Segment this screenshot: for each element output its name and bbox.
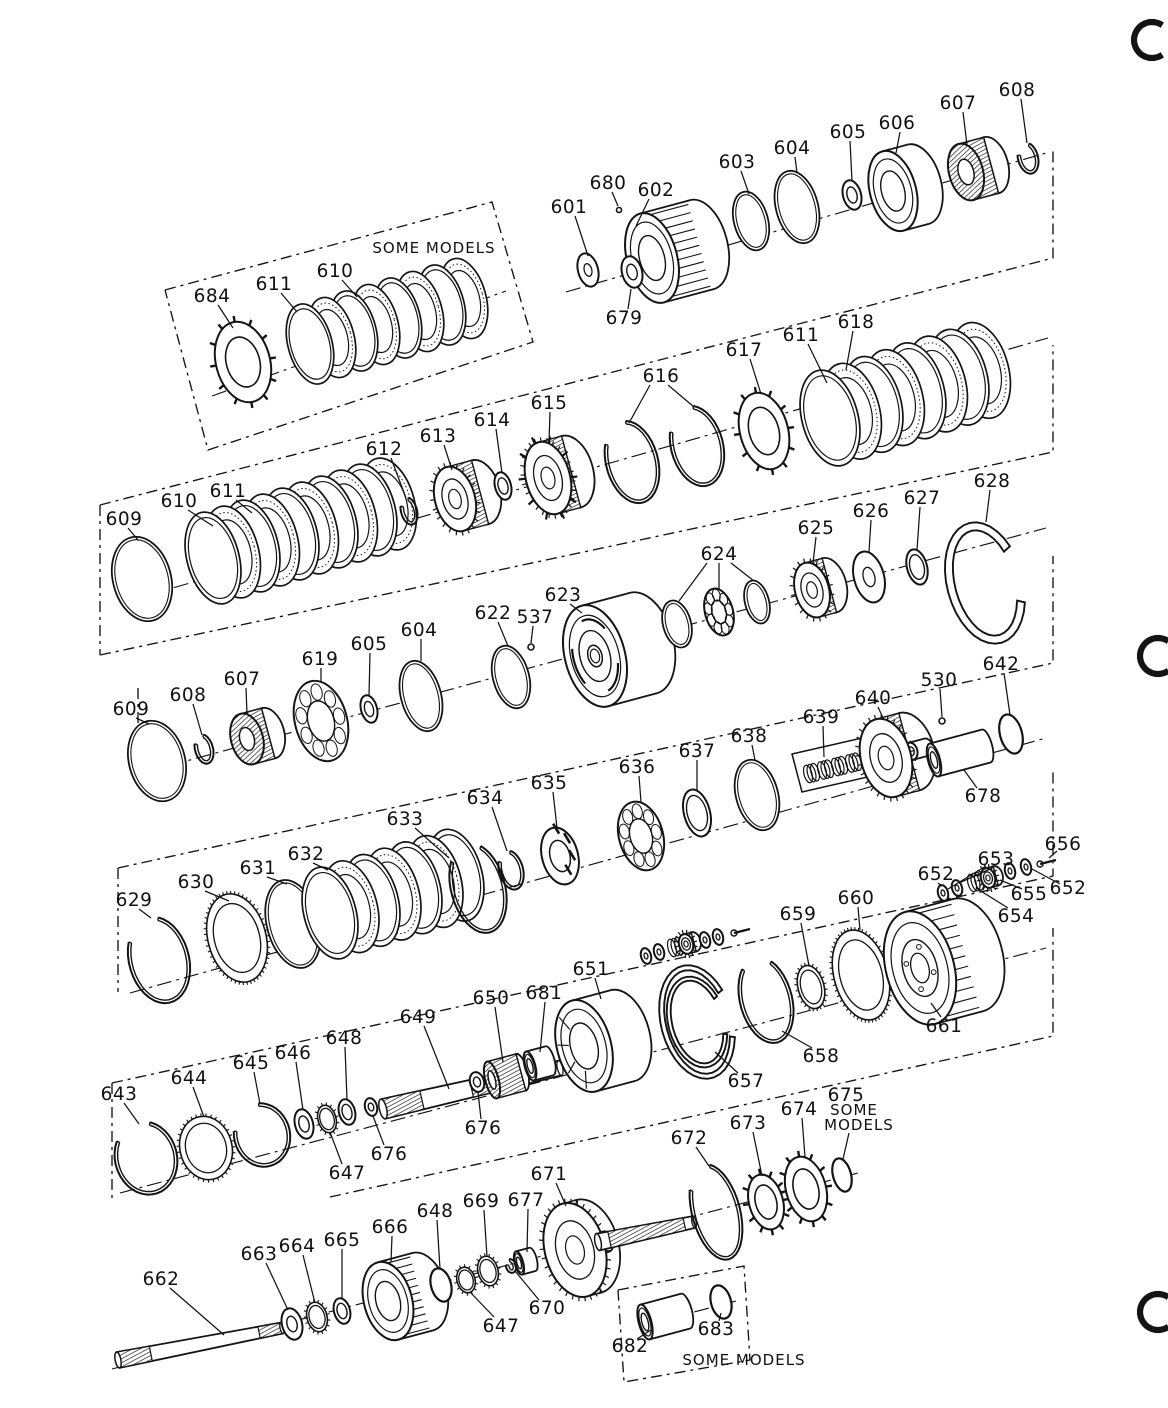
callout-label-628: 628: [973, 471, 1011, 492]
callout-label-648: 648: [325, 1028, 363, 1049]
callout-label-609: 609: [112, 699, 150, 720]
callout-label-607: 607: [223, 669, 261, 690]
callout-656: [1045, 834, 1082, 858]
callout-label-611: 611: [782, 325, 820, 346]
callout-label-672: 672: [670, 1128, 708, 1149]
callout-label-605: 605: [350, 634, 388, 655]
callout-label-610: 610: [160, 491, 198, 512]
callout-label-601: 601: [550, 197, 588, 218]
annotation-text: SOME: [830, 1101, 878, 1119]
callout-label-630: 630: [177, 872, 215, 893]
callout-label-645: 645: [232, 1053, 270, 1074]
callout-label-653: 653: [977, 849, 1015, 870]
callout-label-648: 648: [416, 1201, 454, 1222]
callout-label-649: 649: [399, 1007, 437, 1028]
callout-label-669: 669: [462, 1191, 500, 1212]
callout-label-652: 652: [1049, 878, 1087, 899]
callout-label-615: 615: [530, 393, 568, 414]
callout-label-618: 618: [837, 312, 875, 333]
callout-label-636: 636: [618, 757, 656, 778]
callout-label-635: 635: [530, 773, 568, 794]
callout-label-673: 673: [729, 1113, 767, 1134]
callout-label-681: 681: [525, 983, 563, 1004]
callout-label-603: 603: [718, 152, 756, 173]
callout-label-625: 625: [797, 518, 835, 539]
callout-label-638: 638: [730, 726, 768, 747]
part-537: [528, 644, 534, 650]
callout-label-676: 676: [464, 1118, 502, 1139]
callout-label-644: 644: [170, 1068, 208, 1089]
callout-label-682: 682: [611, 1336, 649, 1357]
callout-label-612: 612: [365, 439, 403, 460]
callout-label-627: 627: [903, 488, 941, 509]
callout-label-624: 624: [700, 544, 738, 565]
callout-label-670: 670: [528, 1298, 566, 1319]
annotation-text: SOME MODELS: [682, 1351, 806, 1369]
callout-label-661: 661: [925, 1016, 963, 1037]
callout-label-616: 616: [642, 366, 680, 387]
callout-label-613: 613: [419, 426, 457, 447]
annotation-text: MODELS: [824, 1116, 894, 1134]
callout-label-659: 659: [779, 904, 817, 925]
part-680: [617, 208, 622, 213]
callout-label-617: 617: [725, 340, 763, 361]
callout-label-650: 650: [472, 988, 510, 1009]
callout-label-622: 622: [474, 603, 512, 624]
callout-label-654: 654: [997, 906, 1035, 927]
callout-label-684: 684: [193, 286, 231, 307]
callout-label-631: 631: [239, 858, 277, 879]
callout-label-663: 663: [240, 1244, 278, 1265]
callout-label-632: 632: [287, 844, 325, 865]
callout-label-642: 642: [982, 654, 1020, 675]
callout-label-606: 606: [878, 113, 916, 134]
callout-label-633: 633: [386, 809, 424, 830]
callout-label-623: 623: [544, 585, 582, 606]
callout-label-530: 530: [920, 670, 958, 691]
callout-label-646: 646: [274, 1043, 312, 1064]
callout-label-658: 658: [802, 1046, 840, 1067]
callout-label-674: 674: [780, 1099, 818, 1120]
callout-label-634: 634: [466, 788, 504, 809]
callout-label-643: 643: [100, 1084, 138, 1105]
callout-label-662: 662: [142, 1269, 180, 1290]
annotation-text: SOME MODELS: [372, 239, 496, 257]
callout-label-608: 608: [998, 80, 1036, 101]
callout-label-605: 605: [829, 122, 867, 143]
callout-label-619: 619: [301, 649, 339, 670]
callout-label-679: 679: [605, 308, 643, 329]
callout-652: [918, 864, 955, 886]
callout-label-614: 614: [473, 410, 511, 431]
callout-label-639: 639: [802, 707, 840, 728]
callout-label-683: 683: [697, 1319, 735, 1340]
callout-label-640: 640: [854, 688, 892, 709]
callout-label-678: 678: [964, 786, 1002, 807]
callout-label-537: 537: [516, 607, 554, 628]
callout-label-602: 602: [637, 180, 675, 201]
callout-label-665: 665: [323, 1230, 361, 1251]
callout-label-671: 671: [530, 1164, 568, 1185]
callout-label-647: 647: [328, 1163, 366, 1184]
part-530: [939, 718, 945, 724]
callout-label-604: 604: [400, 620, 438, 641]
callout-label-611: 611: [255, 274, 293, 295]
callout-label-647: 647: [482, 1316, 520, 1337]
callout-label-607: 607: [939, 93, 977, 114]
callout-label-609: 609: [105, 509, 143, 530]
callout-label-680: 680: [589, 173, 627, 194]
callout-label-655: 655: [1010, 884, 1048, 905]
callout-label-652: 652: [917, 864, 955, 885]
callout-label-611: 611: [209, 481, 247, 502]
callout-label-610: 610: [316, 261, 354, 282]
callout-label-604: 604: [773, 138, 811, 159]
callout-label-664: 664: [278, 1236, 316, 1257]
callout-label-637: 637: [678, 741, 716, 762]
callout-label-656: 656: [1044, 834, 1082, 855]
callout-label-676: 676: [370, 1144, 408, 1165]
callout-label-675: 675: [827, 1085, 865, 1106]
callout-label-608: 608: [169, 685, 207, 706]
callout-label-677: 677: [507, 1190, 545, 1211]
callout-label-651: 651: [572, 959, 610, 980]
callout-label-660: 660: [837, 888, 875, 909]
callout-label-657: 657: [727, 1071, 765, 1092]
callout-label-626: 626: [852, 501, 890, 522]
callout-label-629: 629: [115, 890, 153, 911]
callout-label-666: 666: [371, 1217, 409, 1238]
